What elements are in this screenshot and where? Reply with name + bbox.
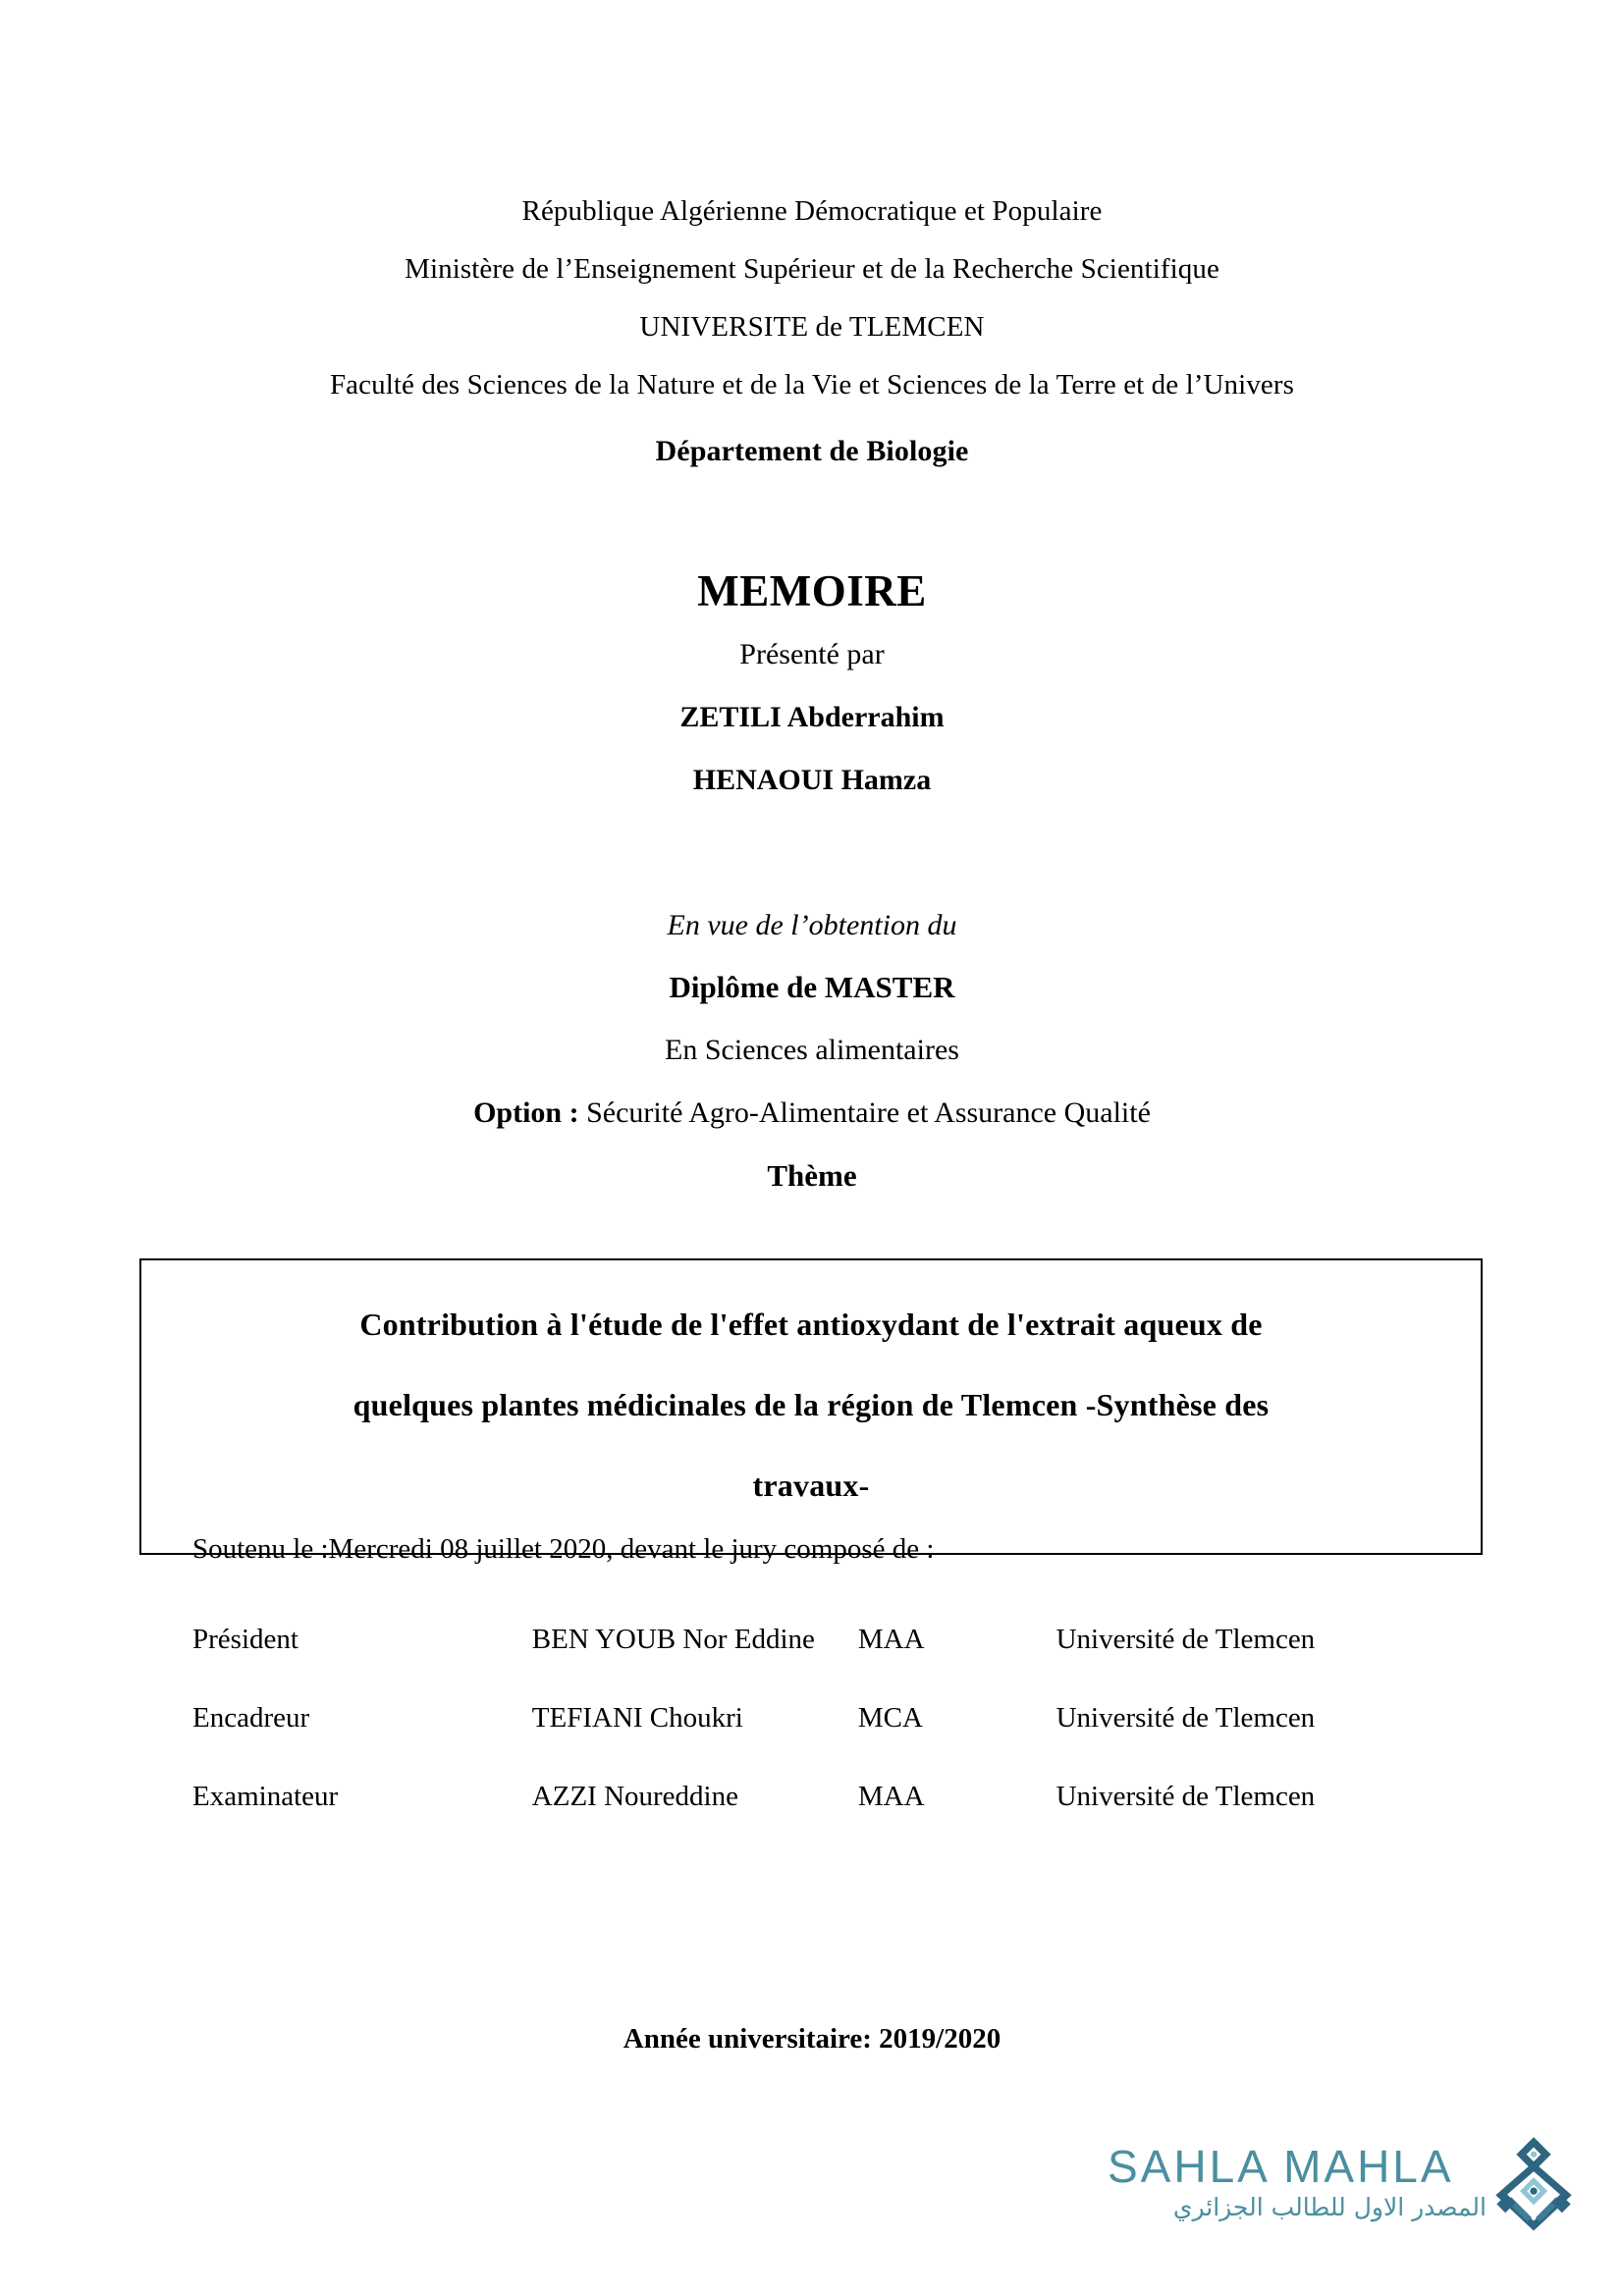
jury-name-1: BEN YOUB Nor Eddine [531,1624,815,1655]
jury-role-2: Encadreur [192,1702,310,1734]
jury-grade-2: MCA [857,1702,923,1734]
thesis-title-line-3: travaux- [752,1468,870,1503]
table-row [192,1620,1430,1698]
academic-year: Année universitaire: 2019/2020 [623,2023,1001,2055]
berber-diamond-icon [1483,2136,1585,2238]
presented-by-label: Présenté par [739,638,885,670]
jury-institution-3: Université de Tlemcen [1056,1781,1316,1812]
degree-label: Diplôme de MASTER [669,970,955,1004]
logo-wordmark: SAHLA MAHLA [1108,2141,1454,2192]
header-line-ministry: Ministère de l’Enseignement Supérieur et de la Recherche Scientifique [405,253,1219,285]
table-row [192,1777,1430,1855]
in-view-of-label: En vue de l’obtention du [667,909,957,941]
jury-role-3: Examinateur [192,1781,339,1812]
institutional-header [0,183,1624,480]
memoire-heading: MEMOIRE [697,566,927,615]
jury-institution-1: Université de Tlemcen [1056,1624,1316,1655]
author-name-2: HENAOUI Hamza [692,764,932,796]
sahla-mahla-logo [1108,2142,1559,2260]
author-name-1: ZETILI Abderrahim [679,701,945,733]
jury-role-1: Président [192,1624,298,1655]
memoire-section [0,564,1624,812]
thesis-title-line-2: quelques plantes médicinales de la région de Tlemcen -Synthèse des [352,1387,1270,1422]
option-label: Option : [473,1096,579,1129]
diploma-section [0,895,1624,1207]
thesis-title-line-1: Contribution à l'étude de l'effet antioxydant de l'extrait aqueux de [359,1307,1263,1342]
field-label: En Sciences alimentaires [665,1034,959,1066]
jury-name-3: AZZI Noureddine [531,1781,738,1812]
theme-label: Thème [767,1158,857,1193]
logo-tagline-arabic: المصدر الاول للطالب الجزائري [1172,2193,1487,2221]
header-line-university: UNIVERSITE de TLEMCEN [639,311,985,343]
jury-table [192,1620,1430,1855]
option-line [0,1082,1624,1145]
jury-name-2: TEFIANI Choukri [531,1702,743,1734]
header-line-department: Département de Biologie [655,435,969,467]
thesis-title-box [139,1258,1483,1555]
header-line-faculty: Faculté des Sciences de la Nature et de la Vie et Sciences de la Terre et de l’Univers [329,369,1295,400]
jury-grade-3: MAA [857,1781,925,1812]
defense-date-line: Soutenu le :Mercredi 08 juillet 2020, devant le jury composé de : [192,1533,935,1565]
jury-institution-2: Université de Tlemcen [1056,1702,1316,1734]
table-row [192,1698,1430,1777]
header-line-republic: République Algérienne Démocratique et Populaire [521,195,1103,227]
jury-grade-1: MAA [857,1624,925,1655]
option-value: Sécurité Agro-Alimentaire et Assurance Qualité [578,1096,1151,1129]
